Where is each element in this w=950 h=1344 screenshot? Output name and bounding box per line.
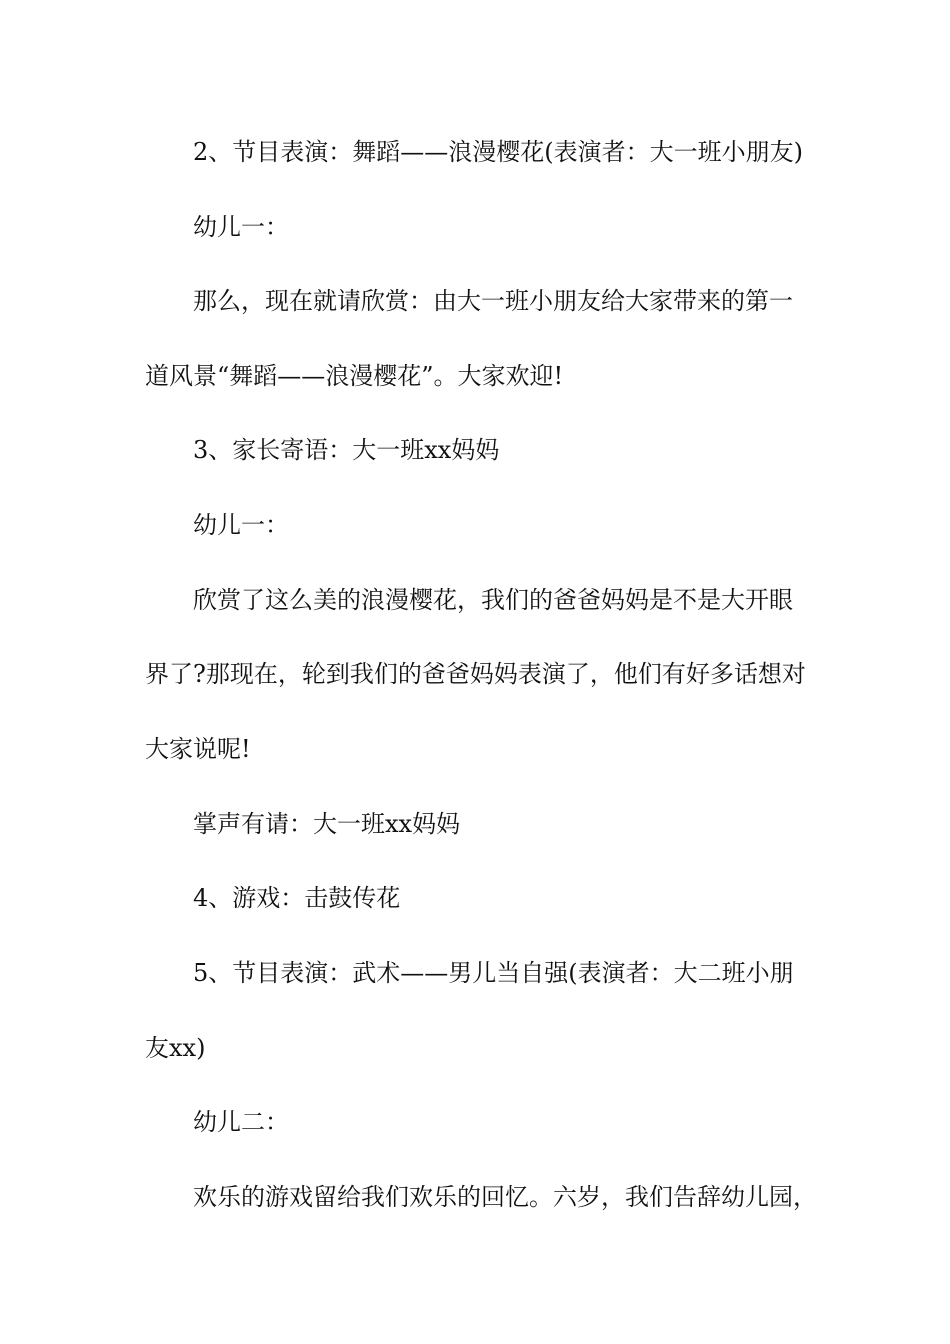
paragraph-line: 欣赏了这么美的浪漫樱花，我们的爸爸妈妈是不是大开眼 [193,586,793,614]
speaker-label: 幼儿一： [193,511,289,539]
paragraph-line: 友xx) [145,1034,206,1062]
paragraph-line: 大家说呢! [145,735,251,763]
paragraph-line: 道风景“舞蹈——浪漫樱花”。大家欢迎! [145,362,564,390]
speaker-label: 幼儿一： [193,213,289,241]
speaker-label: 幼儿二： [193,1108,289,1136]
paragraph-line: 那么，现在就请欣赏：由大一班小朋友给大家带来的第一 [193,287,793,315]
program-item-4: 4、游戏：击鼓传花 [193,884,401,912]
paragraph-line: 掌声有请：大一班xx妈妈 [193,810,461,838]
paragraph-line: 界了?那现在，轮到我们的爸爸妈妈表演了，他们有好多话想对 [145,660,806,688]
program-item-3: 3、家长寄语：大一班xx妈妈 [193,436,500,464]
program-item-2: 2、节目表演：舞蹈——浪漫樱花(表演者：大一班小朋友) [193,138,803,166]
program-item-5: 5、节目表演：武术——男儿当自强(表演者：大二班小朋 [193,959,794,987]
paragraph-line: 欢乐的游戏留给我们欢乐的回忆。六岁，我们告辞幼儿园， [193,1183,817,1211]
